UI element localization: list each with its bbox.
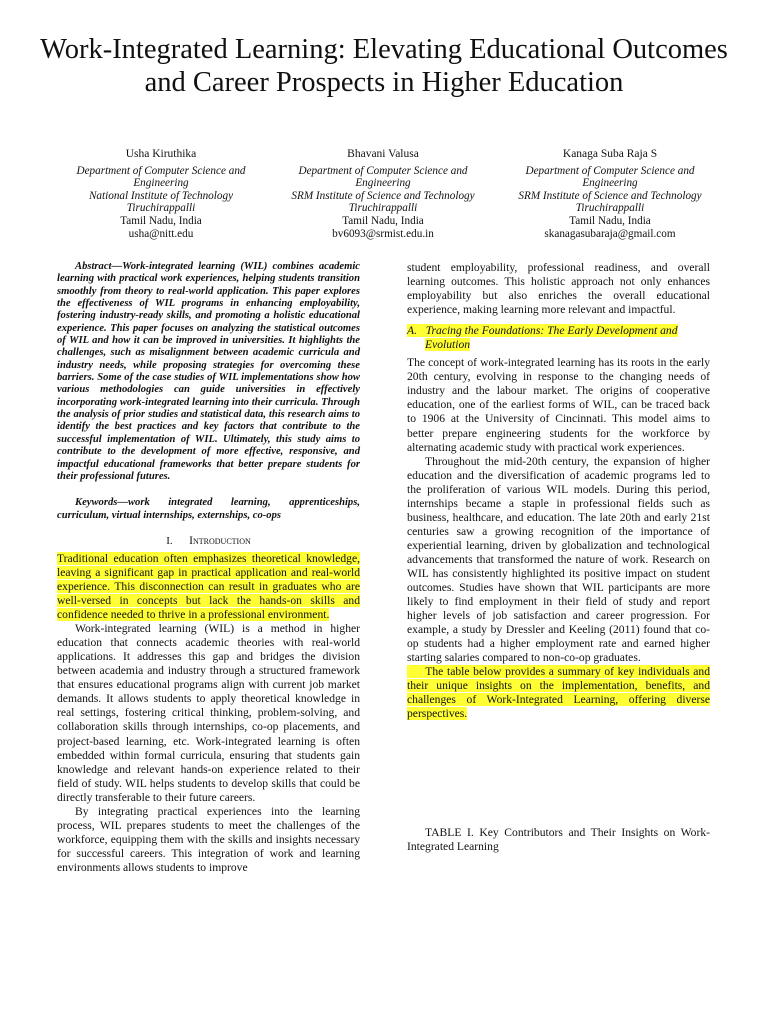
- abstract: Abstract—Work-integrated learning (WIL) combines academic learning with practical work experiences, helping students transition smoothly from theory to real-world application. This paper explores the effectiveness of WIL programs in enhancing employability, fostering industry-ready skills, and promoting a holistic educational experience. This paper focuses on analyzing the statistical outcomes of WIL and how it can be improved in universities. It highlights the challenges, such as misalignment between academic curricula and industry needs, while proposing strategies for overcoming these barriers. Some of the case studies of WIL implementations show how various methodologies can guide universities in effectively incorporating work-integrated learning into their curricula. Through the analysis of prior studies and statistical data, this research aims to identify the best practices and key factors that contribute to the successful implementation of WIL. Ultimately, this study aims to contribute to the development of more effective, responsive, and impactful educational frameworks that better prepare students for their professional futures.: [57, 261, 360, 482]
- author-department: Department of Computer Science and Engineering: [76, 164, 246, 190]
- subsection-heading: [407, 324, 710, 352]
- author-location: Tamil Nadu, India: [120, 214, 202, 227]
- right-column: [407, 261, 710, 854]
- highlight: [407, 665, 710, 720]
- section-heading: [57, 534, 360, 548]
- table-caption: TABLE I. Key Contributors and Their Insights on Work-Integrated Learning: [407, 825, 710, 853]
- body-paragraph: The concept of work-integrated learning has its roots in the early 20th century, evolving in response to the changing needs of industry and the labour market. The origins of cooperative education, one of the earliest forms of WIL, can be traced back to 1906 at the University of Cincinnati. This model aims to better prepare engineering students for the workforce by alternating academic study with practical work experiences.: [407, 356, 710, 454]
- author-institution: SRM Institute of Science and Technology Tiruchirappalli: [518, 189, 702, 215]
- author-institution: National Institute of Technology Tiruchirappalli: [88, 189, 234, 215]
- highlight-text: The table below provides a summary of key individuals and their unique insights on the implementation, benefits, and challenges of Work-Integrated Learning, offering diverse perspectives.: [407, 665, 710, 721]
- keywords: Keywords—work integrated learning, apprenticeships, curriculum, virtual internships, externships, co-ops: [57, 497, 360, 521]
- author-location: Tamil Nadu, India: [342, 214, 424, 227]
- author-location: Tamil Nadu, India: [569, 214, 651, 227]
- author-department: Department of Computer Science and Engineering: [525, 164, 695, 190]
- intro-paragraph: By integrating practical experiences into the learning process, WIL prepares students to meet the challenges of the workforce, equipping them with the skills and insights necessary for successful careers. This integration of work and learning environments allows students to improve: [57, 804, 360, 874]
- intro-paragraph-highlighted: [57, 552, 360, 622]
- author-email: skanagasubaraja@gmail.com: [544, 227, 676, 240]
- author-email: bv6093@srmist.edu.in: [332, 227, 434, 240]
- author-email: usha@nitt.edu: [128, 227, 194, 240]
- author-block: [281, 148, 485, 240]
- highlight: Traditional education often emphasizes theoretical knowledge, leaving a significant gap in practical application and real-world experience. This disconnection can result in graduates who are well-versed in concepts but lack the hands-on skills and confidence needed to thrive in a professional environment.: [57, 551, 360, 622]
- author-block: [56, 148, 266, 240]
- highlight: [407, 324, 678, 351]
- subsection-title: Tracing the Foundations: The Early Development and Evolution: [425, 324, 678, 352]
- intro-paragraph: Work-integrated learning (WIL) is a method in higher education that connects academic theories with real-world applications. It addresses this gap and bridges the division between academia and industry through a structured framework that ensures educational programs align with current job market demands. It allows students to apply theoretical knowledge in real settings, fostering critical thinking, problem-solving, and collaboration skills through internships, co-op placements, and project-based learning, etc. Work-integrated learning is often embedded within formal curricula, ensuring that students gain knowledge and relevant hands-on experience related to their field of study. WIL helps students to develop skills that could be directly transferable to their future careers.: [57, 622, 360, 804]
- author-department: Department of Computer Science and Engineering: [298, 164, 468, 190]
- author-name: Bhavani Valusa: [347, 148, 419, 160]
- section-title: Introduction: [189, 533, 251, 547]
- body-paragraph: Throughout the mid-20th century, the expansion of higher education and the diversification of academic programs led to the proliferation of various WIL models. During this period, internships became a staple in professional fields such as business, healthcare, and education. The late 20th and early 21st centuries saw a growing recognition of the importance of experiential learning, driven by globalization and technological advancements that transformed the nature of work. Research on WIL has consistently highlighted its positive impact on student outcomes. Studies have shown that WIL participants are more likely to find employment in their field of study and report higher levels of job satisfaction and career progression. For example, a study by Dressler and Keeling (2011) found that co-op students had a higher employment rate and earned higher starting salaries compared to non-co-op graduates.: [407, 454, 710, 665]
- intro-paragraph-continued: student employability, professional readiness, and overall learning outcomes. This holistic approach not only enhances employability but also enriches the overall educational experience, making learning more relevant and impactful.: [407, 261, 710, 317]
- author-institution: SRM Institute of Science and Technology Tiruchirappalli: [291, 189, 475, 215]
- subsection-label: A.: [407, 324, 417, 338]
- section-number: I.: [166, 534, 173, 547]
- author-name: Usha Kiruthika: [125, 148, 197, 160]
- author-block: [508, 148, 712, 240]
- left-column: [57, 261, 360, 875]
- body-paragraph-highlighted: [407, 665, 710, 721]
- author-name: Kanaga Suba Raja S: [562, 148, 658, 160]
- paper-title: Work-Integrated Learning: Elevating Educational Outcomes and Career Prospects in Higher Education: [40, 34, 728, 98]
